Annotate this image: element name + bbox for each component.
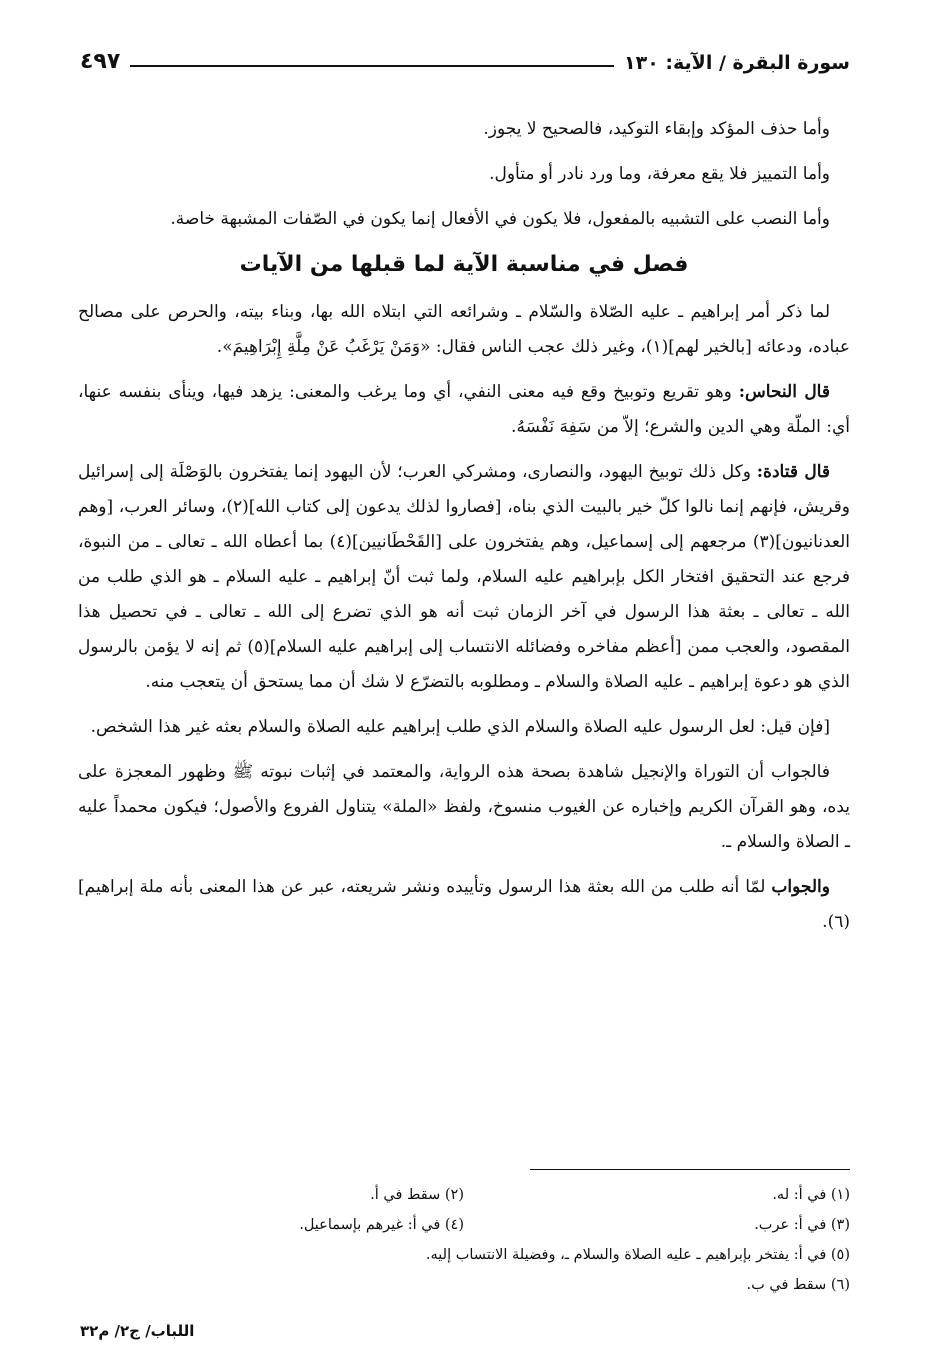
paragraph-qatada [78, 455, 850, 700]
footnote-3: (٣) في أ: عرب. [754, 1217, 850, 1233]
running-header [80, 38, 850, 74]
footnote-row [78, 1180, 850, 1210]
footnote-separator [530, 1169, 850, 1170]
surah-verse-label: سورة البقرة / الآية: ١٣٠ [624, 52, 850, 74]
footnote-6: (٦) سقط في ب. [746, 1277, 850, 1293]
paragraph-answer-one: فالجواب أن التوراة والإنجيل شاهدة بصحة هذه الرواية، والمعتمد في إثبات نبوته ﷺ وظهور المعجزة على يده، وهو القرآن الكريم وإخباره عن الغيوب منسوخ، ولفظ «الملة» يتناول الفروع والأصول؛ فيكون محمداً عليه ـ الصلاة والسلام ـ. [78, 762, 850, 852]
answer-two-lead: والجواب [771, 877, 830, 897]
paragraph-answer-two [78, 870, 850, 940]
paragraph-nasb: وأما النصب على التشبيه بالمفعول، فلا يكون في الأفعال إنما يكون في الصّفات المشبهة خاصة. [170, 209, 830, 229]
footnotes [78, 1180, 850, 1300]
main-text [78, 112, 850, 950]
paragraph-munasaba: لما ذكر أمر إبراهيم ـ عليه الصّلاة والسّلام ـ وشرائعه التي ابتلاه الله بها، وبناء بيته، والحرص على مصالح عباده، ودعائه [بالخير لهم](١)، وغير ذلك عجب الناس فقال: «وَمَنْ يَرْغَبُ عَنْ مِلَّةِ إِبْرَاهِيمَ». [78, 302, 850, 357]
paragraph-tamyiz: وأما التمييز فلا يقع معرفة، وما ورد نادر أو متأول. [489, 164, 830, 184]
paragraph-objection: [فإن قيل: لعل الرسول عليه الصلاة والسلام الذي طلب إبراهيم عليه الصلاة والسلام بعثه غير هذا الشخص. [90, 717, 830, 737]
answer-two-text: لمّا أنه طلب من الله بعثة هذا الرسول وتأييده ونشر شريعته، عبر عن هذا المعنى بأنه ملة إبراهيم](٦). [78, 877, 850, 932]
footnote-row [78, 1210, 850, 1240]
paragraph-ellipsis: وأما حذف المؤكد وإبقاء التوكيد، فالصحيح لا يجوز. [483, 119, 830, 139]
paragraph-nahhas [78, 375, 850, 445]
section-title: فصل في مناسبة الآية لما قبلها من الآيات [239, 252, 689, 277]
page-number: ٤٩٧ [80, 49, 121, 74]
footnote-5: (٥) في أ: يفتخر بإبراهيم ـ عليه الصلاة والسلام ـ، وفضيلة الانتساب إليه. [425, 1247, 850, 1263]
footnote-1: (١) في أ: له. [772, 1187, 850, 1203]
qatada-lead: قال قتادة: [756, 462, 830, 482]
signature-mark: اللباب/ ج٢/ م٣٢ [80, 1322, 195, 1340]
header-rule [130, 65, 614, 67]
nahhas-lead: قال النحاس: [738, 382, 830, 402]
nahhas-text: وهو تقريع وتوبيخ وقع فيه معنى النفي، أي وما يرغب والمعنى: يزهد فيها، وينأى بنفسه عنها، أي: الملّة وهي الدين والشرع؛ إلاّ من سَفِهَ نَفْسَهُ. [78, 382, 850, 437]
footnote-2: (٢) سقط في أ. [370, 1187, 464, 1203]
qatada-text: وكل ذلك توبيخ اليهود، والنصارى، ومشركي العرب؛ لأن اليهود إنما يفتخرون بالوَصْلَة إلى إسرائيل وقريش، فإنهم إنما نالوا كلّ خير بالبيت الذي بناه، [فصاروا لذلك يدعون إلى كتاب الله](٢)، وسائر العرب، [وهم العدنانيون](٣) مرجعهم إلى إسماعيل، وهم يفتخرون على [القَحْطَانيين](٤) بما أعطاه الله ـ تعالى ـ من النبوة، فرجع عند التحقيق افتخار الكل بإبراهيم عليه السلام، ولما ثبت أنّ إبراهيم ـ عليه السلام ـ هو الذي طلب من الله ـ تعالى ـ بعثة هذا الرسول في آخر الزمان ثبت أنه هو الذي تضرع إلى الله ـ تعالى ـ في تحصيل هذا المقصود، والعجب ممن [أعظم مفاخره وفضائله الانتساب إلى إبراهيم عليه السلام](٥) ثم إنه لا يؤمن بالرسول الذي هو دعوة إبراهيم ـ عليه الصلاة والسلام ـ ومطلوبه بالتضرّع لا شك أن مما يستحق أن يتعجب منه. [78, 462, 851, 692]
footnote-4: (٤) في أ: غيرهم بإسماعيل. [299, 1217, 464, 1233]
